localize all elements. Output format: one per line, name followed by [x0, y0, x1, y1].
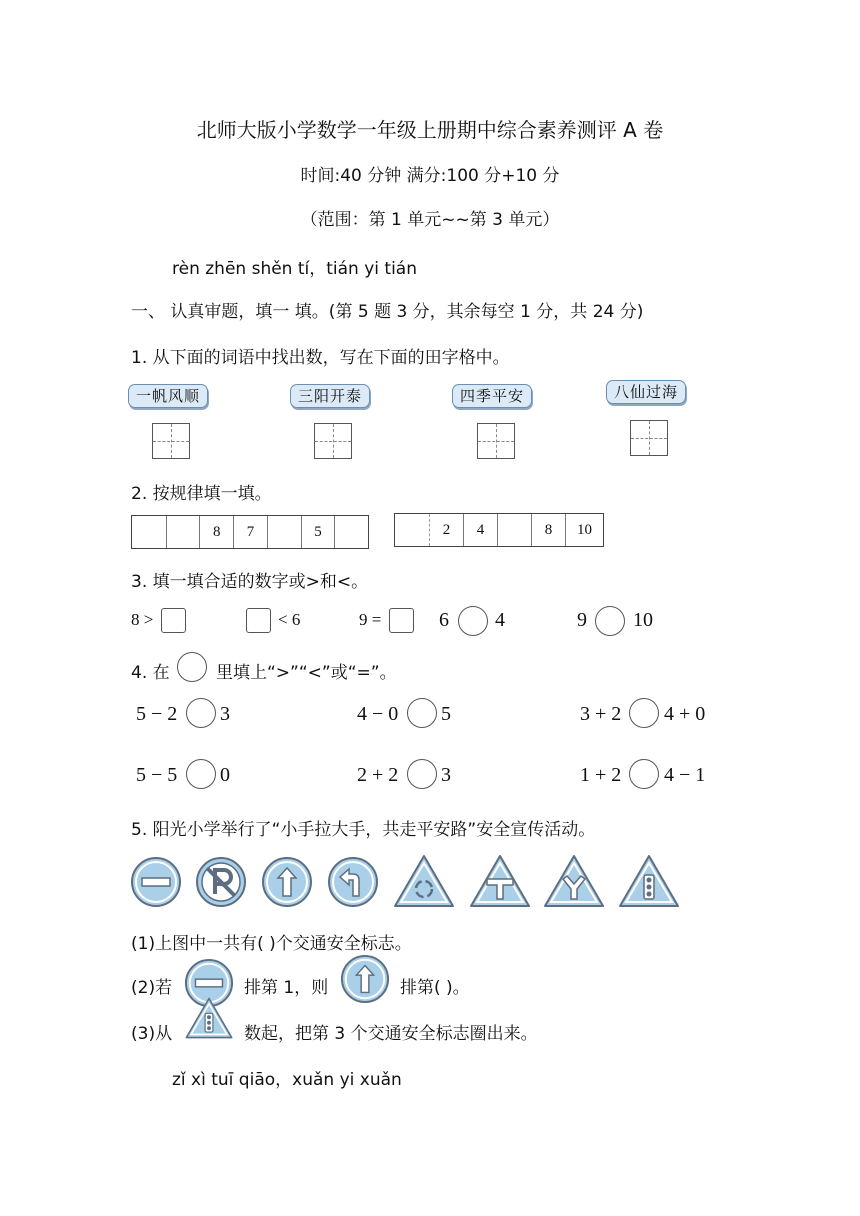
tian-grid-answer-box[interactable]	[152, 423, 190, 459]
idiom-card: 三阳开泰	[290, 384, 370, 408]
time-info: 时间:40 分钟 满分:100 分+10 分	[300, 166, 560, 186]
number-sequence-1	[131, 515, 369, 549]
q5-prompt: 5. 阳光小学举行了“小手拉大手，共走平安路”安全宣传活动。	[131, 820, 596, 840]
q3-item-text: 4	[495, 609, 505, 631]
compare-circle[interactable]	[595, 606, 625, 636]
q4-expression: 0	[220, 764, 230, 786]
idiom-card: 四季平安	[452, 384, 532, 408]
straight-ahead-sign-icon	[340, 954, 390, 1004]
sequence-cell: 2	[429, 514, 463, 546]
tian-grid-answer-box[interactable]	[630, 420, 668, 456]
compare-circle[interactable]	[458, 606, 488, 636]
sequence-cell: 4	[463, 514, 497, 546]
answer-box[interactable]	[246, 608, 271, 633]
q4-prompt: 里填上“>”“<”或“=”。	[216, 663, 397, 683]
sequence-cell[interactable]	[267, 516, 301, 548]
no-parking-sign-icon[interactable]	[195, 856, 247, 908]
answer-box[interactable]	[161, 608, 186, 633]
left-turn-sign-icon[interactable]	[327, 856, 379, 908]
q3-item-text: 9	[577, 609, 587, 631]
compare-circle[interactable]	[186, 759, 216, 789]
q4-expression: 5	[441, 703, 451, 725]
q5-sub3: (3)从	[131, 1024, 173, 1044]
roundabout-warning-sign-icon[interactable]	[392, 853, 456, 909]
q5-sub2: 排第 1，则	[244, 978, 329, 998]
section1-heading: 一、 认真审题，填一 填。(第 5 题 3 分，其余每空 1 分，共 24 分)	[131, 302, 644, 322]
q4-expression: 3	[441, 764, 451, 786]
sequence-cell: 5	[301, 516, 335, 548]
q3-item-text: 10	[633, 609, 653, 631]
no-entry-sign-icon[interactable]	[130, 856, 182, 908]
q4-expression: 3	[220, 703, 230, 725]
section2-pinyin: zǐ xì tuī qiāo，xuǎn yi xuǎn	[172, 1070, 402, 1090]
q4-expression: 1 + 2	[580, 764, 622, 786]
q4-expression: 2 + 2	[357, 764, 399, 786]
idiom-card: 八仙过海	[606, 380, 686, 404]
q5-sub2: 排第( )。	[400, 978, 470, 998]
q4-expression: 4 − 1	[664, 764, 706, 786]
q3-item-text: 9 =	[359, 610, 382, 629]
scope-info: （范围：第 1 单元~~第 3 单元）	[300, 210, 560, 230]
y-junction-warning-sign-icon[interactable]	[542, 853, 606, 909]
q5-sub3: 数起，把第 3 个交通安全标志圈出来。	[244, 1024, 538, 1044]
tian-grid-answer-box[interactable]	[314, 423, 352, 459]
q1-prompt: 1. 从下面的词语中找出数，写在下面的田字格中。	[131, 348, 510, 368]
compare-circle[interactable]	[629, 759, 659, 789]
sequence-cell[interactable]	[497, 514, 531, 546]
sequence-cell: 7	[233, 516, 267, 548]
q3-item-text: 6	[439, 609, 449, 631]
q5-sub1: (1)上图中一共有( )个交通安全标志。	[131, 934, 412, 954]
section1-pinyin: rèn zhēn shěn tí，tián yi tián	[172, 259, 417, 279]
sequence-cell: 8	[199, 516, 233, 548]
q4-expression: 5 − 2	[136, 703, 178, 725]
q4-expression: 4 − 0	[357, 703, 399, 725]
traffic-light-warning-sign-icon	[184, 996, 234, 1040]
q2-prompt: 2. 按规律填一填。	[131, 484, 272, 504]
straight-ahead-sign-icon[interactable]	[261, 856, 313, 908]
q5-sub2: (2)若	[131, 978, 173, 998]
compare-circle[interactable]	[407, 698, 437, 728]
traffic-light-warning-sign-icon[interactable]	[617, 853, 681, 909]
sequence-cell[interactable]	[166, 516, 200, 548]
sequence-cell[interactable]	[334, 516, 368, 548]
sequence-cell[interactable]	[132, 516, 166, 548]
idiom-card: 一帆风顺	[128, 384, 208, 408]
q4-prompt: 4. 在	[131, 663, 170, 683]
t-junction-warning-sign-icon[interactable]	[468, 853, 532, 909]
q4-expression: 3 + 2	[580, 703, 622, 725]
q3-item-text: 8 >	[131, 610, 154, 629]
q4-expression: 4 + 0	[664, 703, 706, 725]
sequence-cell: 8	[531, 514, 565, 546]
answer-box[interactable]	[389, 608, 414, 633]
page-title: 北师大版小学数学一年级上册期中综合素养测评 A 卷	[196, 118, 664, 142]
number-sequence-2	[394, 513, 604, 547]
q3-prompt: 3. 填一填合适的数字或>和<。	[131, 572, 369, 592]
q4-expression: 5 − 5	[136, 764, 178, 786]
sequence-cell[interactable]	[395, 514, 429, 546]
tian-grid-answer-box[interactable]	[477, 423, 515, 459]
compare-circle[interactable]	[629, 698, 659, 728]
sequence-cell: 10	[565, 514, 603, 546]
q3-item-text: < 6	[278, 610, 301, 629]
compare-circle-example	[177, 652, 207, 682]
compare-circle[interactable]	[186, 698, 216, 728]
compare-circle[interactable]	[407, 759, 437, 789]
